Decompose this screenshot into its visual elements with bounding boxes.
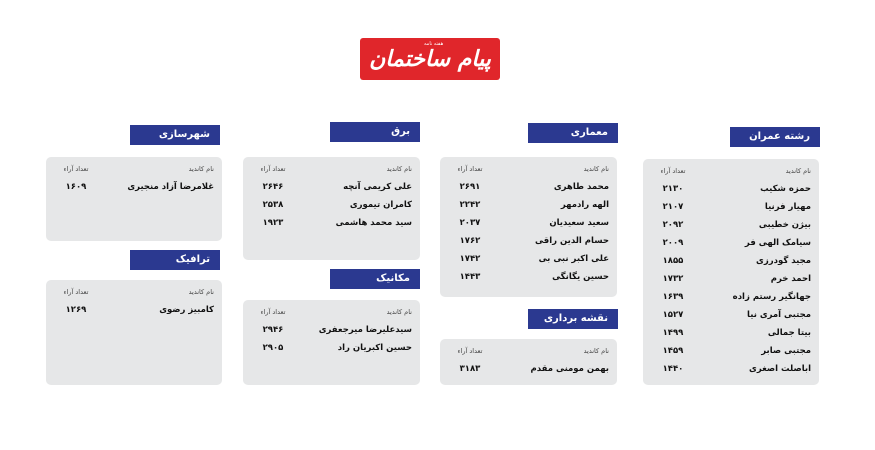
- column-header-votes: تعداد آراء: [660, 167, 686, 175]
- candidate-name: علی اکبر نبی بی: [538, 254, 609, 264]
- column-header-name: نام کاندید: [188, 165, 214, 173]
- vote-count: ۱۷۶۲: [459, 236, 481, 246]
- candidate-name: سید محمد هاشمی: [335, 218, 412, 228]
- column-headers: [54, 286, 214, 301]
- vote-count: ۱۸۵۵: [662, 256, 684, 266]
- vote-count: ۱۴۹۹: [662, 328, 684, 338]
- vote-count: ۱۷۳۲: [662, 274, 684, 284]
- candidate-name: علی کریمی آنچه: [343, 182, 412, 192]
- vote-count: ۳۱۸۳: [459, 364, 481, 374]
- column-header-votes: تعداد آراء: [260, 308, 286, 316]
- section-header-naghshe: نقشه برداری: [528, 309, 618, 329]
- candidate-name: سیدعلیرضا میرجعفری: [318, 325, 412, 335]
- candidate-name: مهیار فرنیا: [764, 202, 811, 212]
- table-row: [448, 250, 609, 268]
- table-row: [651, 360, 811, 378]
- table-row: [651, 306, 811, 324]
- table-row: [251, 321, 412, 339]
- column-header-name: نام کاندید: [188, 288, 214, 296]
- vote-count: ۱۶۳۹: [662, 292, 684, 302]
- candidate-name: احمد خرم: [770, 274, 811, 284]
- candidate-name: مجتبی آمری نیا: [747, 310, 811, 320]
- table-row: [448, 178, 609, 196]
- table-row: [448, 196, 609, 214]
- candidate-name: مجید گودرزی: [756, 256, 811, 266]
- column-header-votes: تعداد آراء: [457, 165, 483, 173]
- column-header-votes: تعداد آراء: [63, 165, 89, 173]
- table-row: [251, 178, 412, 196]
- vote-count: ۲۶۹۱: [459, 182, 481, 192]
- card-memari: [440, 157, 617, 297]
- table-row: [651, 342, 811, 360]
- section-header-mekanik: مکانیک: [330, 269, 420, 289]
- column-headers: [54, 163, 214, 178]
- table-row: [448, 214, 609, 232]
- section-header-bargh: برق: [330, 122, 420, 142]
- vote-count: ۲۰۳۷: [459, 218, 481, 228]
- column-header-votes: تعداد آراء: [63, 288, 89, 296]
- vote-count: ۲۵۳۸: [262, 200, 284, 210]
- table-row: [651, 216, 811, 234]
- candidate-name: مجتبی صابر: [761, 346, 811, 356]
- card-omran: [643, 159, 819, 385]
- candidate-name: حسین اکبریان راد: [337, 343, 412, 353]
- vote-count: ۱۴۵۹: [662, 346, 684, 356]
- candidate-name: غلامرضا آزاد منجیری: [127, 182, 214, 192]
- candidate-name: کامبیز رضوی: [159, 305, 214, 315]
- column-header-votes: تعداد آراء: [260, 165, 286, 173]
- candidate-name: اباصلت اصغری: [749, 364, 811, 374]
- table-row: [651, 234, 811, 252]
- table-row: [651, 288, 811, 306]
- column-headers: [651, 165, 811, 180]
- column-header-name: نام کاندید: [386, 165, 412, 173]
- candidate-name: بیتا جمالی: [767, 328, 811, 338]
- vote-count: ۱۴۴۳: [459, 272, 481, 282]
- vote-count: ۲۰۰۹: [662, 238, 684, 248]
- vote-count: ۱۶۰۹: [65, 182, 87, 192]
- vote-count: ۲۰۹۲: [662, 220, 684, 230]
- table-row: [651, 270, 811, 288]
- card-terafik: [46, 280, 222, 385]
- column-header-name: نام کاندید: [583, 165, 609, 173]
- vote-count: ۲۹۴۶: [262, 325, 284, 335]
- candidate-name: حمزه شکیب: [760, 184, 811, 194]
- column-header-votes: تعداد آراء: [457, 347, 483, 355]
- vote-count: ۲۹۰۵: [262, 343, 284, 353]
- card-shahrsazi: [46, 157, 222, 241]
- card-mekanik: [243, 300, 420, 385]
- vote-count: ۱۵۲۷: [662, 310, 684, 320]
- column-headers: [251, 163, 412, 178]
- section-header-memari: معماری: [528, 123, 618, 143]
- table-row: [448, 232, 609, 250]
- vote-count: ۱۴۴۰: [662, 364, 684, 374]
- section-header-shahrsazi: شهرسازی: [130, 125, 220, 145]
- logo-subtitle: هفته نامه: [424, 41, 444, 47]
- candidate-name: الهه رادمهر: [560, 200, 609, 210]
- candidate-name: محمد طاهری: [553, 182, 609, 192]
- vote-count: ۲۶۴۶: [262, 182, 284, 192]
- column-header-name: نام کاندید: [583, 347, 609, 355]
- column-header-name: نام کاندید: [386, 308, 412, 316]
- candidate-name: سیامک الهی فر: [744, 238, 811, 248]
- vote-count: ۲۱۳۰: [662, 184, 684, 194]
- column-headers: [448, 345, 609, 360]
- table-row: [651, 180, 811, 198]
- table-row: [251, 214, 412, 232]
- logo-text: پیام ساختمان: [369, 46, 491, 72]
- vote-count: ۱۷۴۲: [459, 254, 481, 264]
- section-header-terafik: ترافیک: [130, 250, 220, 270]
- vote-count: ۱۹۲۳: [262, 218, 284, 228]
- card-bargh: [243, 157, 420, 260]
- table-row: [54, 301, 214, 319]
- table-row: [251, 339, 412, 357]
- column-header-name: نام کاندید: [785, 167, 811, 175]
- table-row: [54, 178, 214, 196]
- candidate-name: بیژن خطیبی: [758, 220, 811, 230]
- vote-count: ۲۱۰۷: [662, 202, 684, 212]
- logo: [360, 38, 500, 80]
- table-row: [651, 252, 811, 270]
- vote-count: ۱۲۶۹: [65, 305, 87, 315]
- candidate-name: کامران تیموری: [349, 200, 412, 210]
- candidate-name: بهمن مومنی مقدم: [530, 364, 609, 374]
- table-row: [448, 268, 609, 286]
- column-headers: [251, 306, 412, 321]
- table-row: [651, 324, 811, 342]
- section-header-omran: رشته عمران: [730, 127, 820, 147]
- table-row: [651, 198, 811, 216]
- column-headers: [448, 163, 609, 178]
- table-row: [448, 360, 609, 378]
- candidate-name: جهانگیر رستم زاده: [732, 292, 811, 302]
- vote-count: ۲۲۴۲: [459, 200, 481, 210]
- candidate-name: حسام الدین راقی: [535, 236, 609, 246]
- candidate-name: حسین یگانگی: [552, 272, 609, 282]
- table-row: [251, 196, 412, 214]
- card-naghshe: [440, 339, 617, 385]
- candidate-name: سعید سعیدیان: [549, 218, 609, 228]
